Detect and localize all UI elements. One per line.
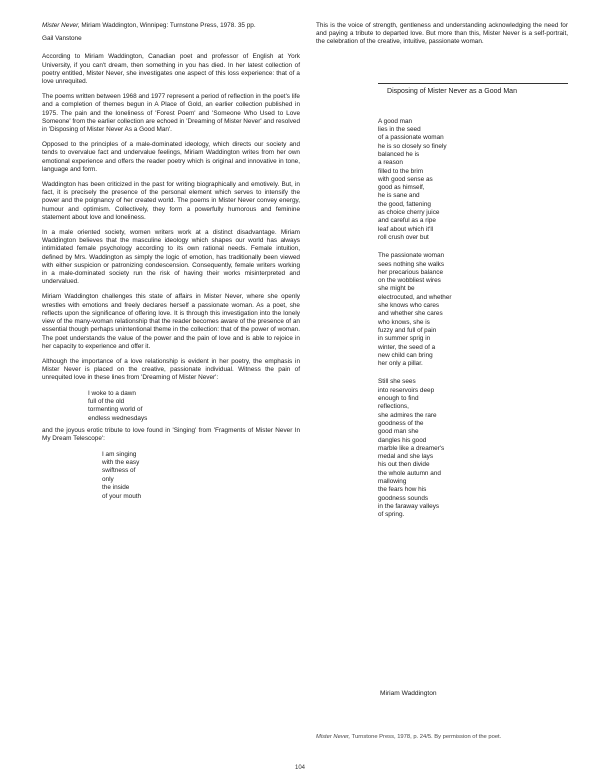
poem-body <box>378 118 568 520</box>
title-rule <box>378 83 568 84</box>
poem-stanza: Still she sees into reservoirs deep enough to find reflections, she admires the rare goodness of the good man she dangles his good marble like a dreamer's medal and she lays his out then divide the whole autumn and mallowing the fears how his goodness sounds in the faraway valleys of spring. <box>378 378 445 519</box>
paragraph: Miriam Waddington challenges this state of affairs in Mister Never, where she openly wrestles with emotions and freely declares herself a passionate woman. As a poet, she reflects upon the significance of offering love. It is through this investigation into the lonely view of the many-woman relationship that the reader becomes aware of the presence of an essential though perhaps unintentional theme in the collection: that of the power of woman. The poet understands the value of the power and the pain of love and is able to rejoice in her capacity to experience and offer it. <box>42 293 300 350</box>
right-column <box>316 22 568 529</box>
poem-quote-dreaming: I woke to a dawn full of the old tormenting world of endless wednesdays <box>88 389 148 422</box>
paragraph: Opposed to the principles of a male-dominated ideology, which directs our society and tends to overvalue fact and undervalue feelings, Miriam Waddington writes from her own emotional experience and offers the reader poetry which is original and innovative in tone, language and form. <box>42 141 300 173</box>
paragraph: Waddington has been criticized in the past for writing biographically and emotively. But, in fact, it is precisely the presence of the personal element which serves to intensify the power and the poignancy of her created world. The poems in Mister Never convey energy, humour and optimism. Collectively, they form a powerfully humorous and feminine statement about love and loneliness. <box>42 181 300 221</box>
left-column <box>42 22 300 501</box>
paragraph: The poems written between 1968 and 1977 represent a period of reflection in the poet's life and a completion of themes begun in A Place of Gold, an earlier collection published in 1975. The pain and the loneliness of 'Forest Poem' and 'Someone Who Used to Love Someone' from the earlier collection are echoed in 'Dreaming of Mister Never' and resolved in 'Disposing of Mister Never As a Good Man'. <box>42 93 300 134</box>
poem-signature: Miriam Waddington <box>380 690 437 697</box>
paragraph: Although the importance of a love relationship is evident in her poetry, the emphasis in Mister Never is placed on the creative, passionate individual. Witness the pain of unrequited love in these lines from 'Dreaming of Mister Never': <box>42 357 300 382</box>
reviewer-name: Gail Vanstone <box>42 35 82 43</box>
bridge-text: and the joyous erotic tribute to love found in 'Singing' from 'Fragments of Mister Never In My Dream Telescope': <box>42 427 300 443</box>
page-number: 104 <box>294 765 305 771</box>
poem-stanza: A good man lies in the seed of a passionate woman he is so closely so finely balanced he is a reason filled to the brim with good sense as good as himself, he is sane and the good, fattening as choice cherry juice and careful as a ripe leaf about which it'll roll crush over but <box>378 117 447 241</box>
book-citation <box>42 22 300 30</box>
footnote-title: Mister Never, <box>316 734 351 740</box>
poem-stanza: The passionate woman sees nothing she walks her precarious balance on the wobbliest wires she might be electrocuted, and whether she knows who cares and whether she cares who knows, she is fuzzy and full of pain in summer sprig in winter, the seed of a new child can bring her only a pillar. <box>378 252 452 368</box>
paragraph: According to Miriam Waddington, Canadian poet and professor of English at York University, if you can't dream, then something in you has died. In her latest collection of poetry entitled, Mister Never, she investigates one aspect of this loss experience: that of a love unrequited. <box>42 53 300 86</box>
citation-title: Mister Never, <box>42 22 80 29</box>
footnote <box>316 734 501 740</box>
poem-quote-singing: I am singing with the easy swiftness of only the inside of your mouth <box>102 450 142 500</box>
footnote-details: Turnstone Press, 1978, p. 24/5. By permission of the poet. <box>350 734 502 740</box>
poem-title: Disposing of Mister Never as a Good Man <box>387 87 517 95</box>
citation-details: Miriam Waddington, Winnipeg: Turnstone Press, 1978. 35 pp. <box>79 22 256 29</box>
closing-paragraph: This is the voice of strength, gentleness and understanding acknowledging the need for and paying a tribute to departed love. But more than this, Mister Never is a self-portrait, the celebration of the creative, intuitive, passionate woman. <box>316 22 568 46</box>
paragraph: In a male oriented society, women writers work at a distinct disadvantage. Miriam Waddington believes that the masculine ideology which shapes our world has always intimidated female psychology according to its own rational needs. Female intuition, defined by Mrs. Waddington as simply the logic of emotion, has traditionally been viewed with either suspicion or patronizing condescension. Consequently, female writers working in a male-dominated society run the risk of having their works misinterpreted and undervalued. <box>42 229 300 286</box>
